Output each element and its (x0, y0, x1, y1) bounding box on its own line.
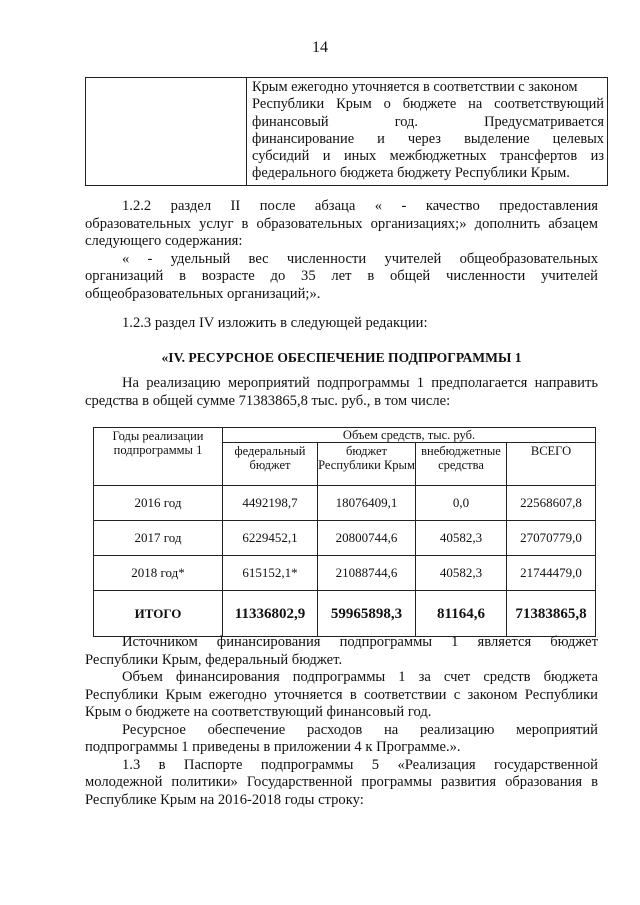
total-extra: 81164,6 (416, 591, 507, 637)
text-line: финансовый год. Предусматривается (252, 113, 604, 130)
header-volume: Объем средств, тыс. руб. (223, 428, 596, 443)
paragraph-line: следующего содержания: (85, 233, 243, 249)
page-number: 14 (312, 39, 328, 56)
table-row (94, 556, 596, 591)
text-line: финансирование и через выделение целевых (252, 130, 604, 147)
crimea-cell: 21088744,6 (318, 556, 416, 591)
total-crimea: 59965898,3 (318, 591, 416, 637)
column-header: бюджет Республики Крым (318, 443, 416, 486)
table-row (94, 521, 596, 556)
extra-cell: 40582,3 (416, 521, 507, 556)
total-all: 71383865,8 (507, 591, 596, 637)
section-1-2-2 (85, 198, 598, 303)
continuation-table (85, 77, 608, 186)
text-line: Республики Крым о бюджете на соответствующий (252, 96, 604, 113)
section-heading: «IV. РЕСУРСНОЕ ОБЕСПЕЧЕНИЕ ПОДПРОГРАММЫ 1 (161, 350, 522, 365)
extra-cell: 40582,3 (416, 556, 507, 591)
year-cell: 2016 год (94, 486, 223, 521)
year-cell: 2017 год (94, 521, 223, 556)
paragraph-line: 1.2.2 раздел II после абзаца « - качество предоставления (122, 198, 598, 214)
crimea-cell: 18076409,1 (318, 486, 416, 521)
closing-paragraphs (85, 634, 598, 809)
paragraph-line: 1.3 в Паспорте подпрограммы 5 «Реализация государственной (122, 756, 598, 773)
total-cell: 21744479,0 (507, 556, 596, 591)
text-cell (247, 78, 608, 186)
paragraph-line: Крым о бюджете на соответствующий финансовый год. (85, 704, 432, 720)
text-line: Крым ежегодно уточняется в соответствии с законом (252, 79, 578, 95)
paragraph-line: Республике Крым на 2016-2018 годы строку: (85, 791, 364, 808)
year-cell: 2018 год* (94, 556, 223, 591)
paragraph-line: Ресурсное обеспечение расходов на реализацию мероприятий (122, 721, 598, 738)
federal-cell: 615152,1* (223, 556, 318, 591)
total-cell: 27070779,0 (507, 521, 596, 556)
section-1-2-3: 1.2.3 раздел IV изложить в следующей редакции: (122, 315, 428, 331)
paragraph-line: подпрограммы 1 приведены в приложении 4 к Программе.». (85, 739, 461, 755)
column-header: ВСЕГО (507, 443, 596, 486)
total-row (94, 591, 596, 637)
header-years: Годы реализации подпрограммы 1 (94, 428, 223, 486)
intro-paragraph (85, 375, 598, 410)
paragraph-line: молодежной политики» Государственной программы развития образования в (85, 774, 598, 790)
total-federal: 11336802,9 (223, 591, 318, 637)
paragraph-line: Республики Крым, федеральный бюджет. (85, 651, 343, 668)
crimea-cell: 20800744,6 (318, 521, 416, 556)
table-row (94, 486, 596, 521)
federal-cell: 4492198,7 (223, 486, 318, 521)
total-label: ИТОГО (94, 591, 223, 637)
column-header: внебюджетные средства (416, 443, 507, 486)
extra-cell: 0,0 (416, 486, 507, 521)
paragraph-line: организаций в возрасте до 35 лет в общей численности учителей (85, 268, 598, 284)
funding-table (93, 427, 596, 637)
total-cell: 22568607,8 (507, 486, 596, 521)
paragraph-line: На реализацию мероприятий подпрограммы 1 предполагается направить (122, 375, 598, 391)
federal-cell: 6229452,1 (223, 521, 318, 556)
paragraph-line: средства в общей сумме 71383865,8 тыс. руб., в том числе: (85, 392, 451, 409)
empty-label-cell (86, 78, 247, 186)
paragraph-line: Объем финансирования подпрограммы 1 за счет средств бюджета (122, 669, 598, 685)
paragraph-line: общеобразовательных организаций;». (85, 285, 321, 302)
paragraph-line: Республики Крым ежегодно уточняется в соответствии с законом Республики (85, 686, 598, 703)
text-line: субсидий и иных межбюджетных трансфертов из (252, 148, 604, 165)
paragraph-line: образовательных услуг в образовательных организациях;» дополнить абзацем (85, 215, 598, 232)
paragraph-line: « - удельный вес численности учителей общеобразовательных (122, 250, 598, 267)
paragraph-line: Источником финансирования подпрограммы 1 является бюджет (122, 634, 598, 650)
column-header: федеральный бюджет (223, 443, 318, 486)
text-line: федерального бюджета бюджету Республики Крым. (252, 165, 570, 182)
